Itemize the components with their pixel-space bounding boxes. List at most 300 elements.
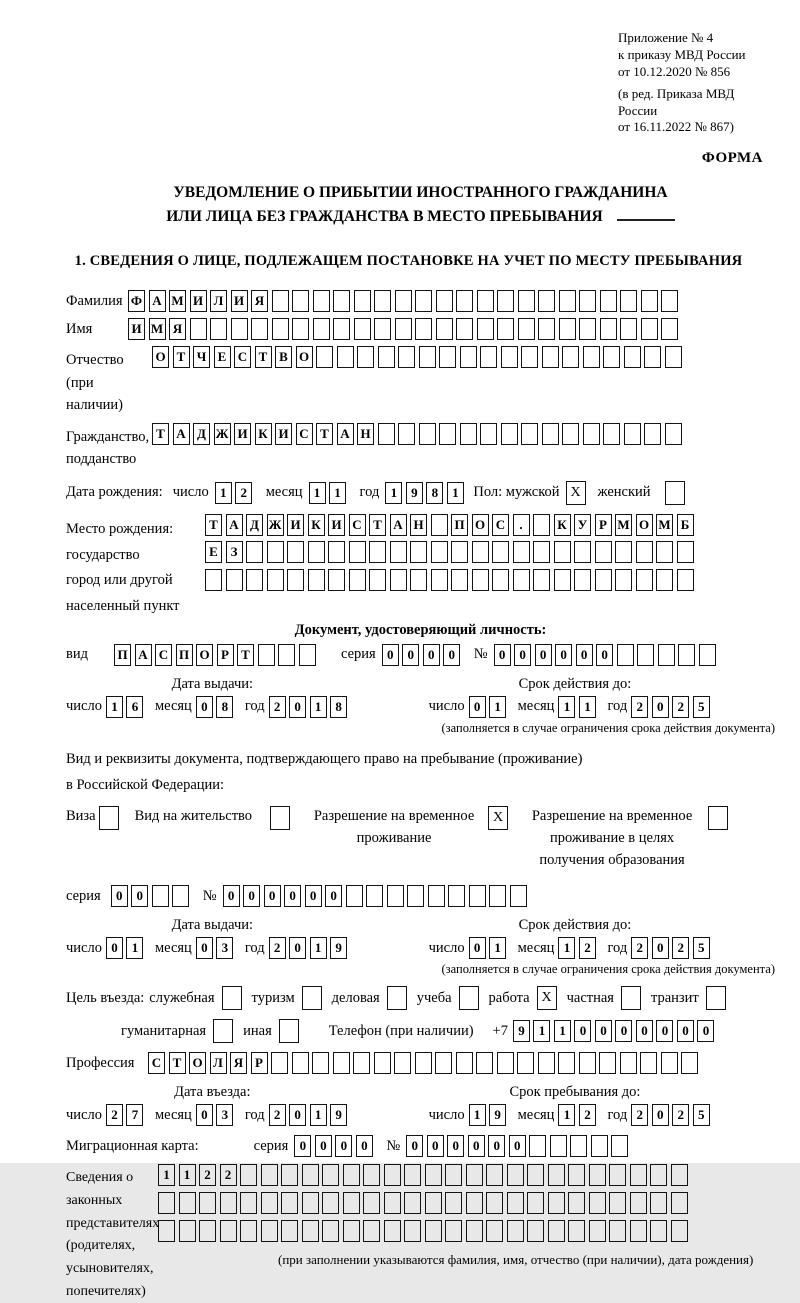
char-box[interactable]: 0 [677,1020,694,1042]
char-box[interactable] [559,318,576,340]
char-box[interactable]: 3 [216,937,233,959]
char-box[interactable]: Т [237,644,254,666]
char-box[interactable]: 1 [215,482,232,504]
char-box[interactable]: 9 [330,937,347,959]
char-box[interactable] [278,644,295,666]
char-box[interactable]: И [328,514,345,536]
char-box[interactable] [333,290,350,312]
char-box[interactable]: . [513,514,530,536]
char-box[interactable] [501,423,518,445]
char-box[interactable] [415,1052,432,1074]
char-box[interactable] [460,346,477,368]
char-box[interactable] [220,1192,237,1214]
char-box[interactable]: 0 [697,1020,714,1042]
char-box[interactable] [267,569,284,591]
char-box[interactable] [554,569,571,591]
char-box[interactable]: С [155,644,172,666]
char-box[interactable]: К [554,514,571,536]
char-box[interactable] [579,1052,596,1074]
char-box[interactable] [179,1192,196,1214]
char-box[interactable] [568,1192,585,1214]
char-box[interactable] [513,541,530,563]
char-box[interactable] [349,541,366,563]
char-box[interactable]: С [492,514,509,536]
char-box[interactable] [226,569,243,591]
char-box[interactable] [328,541,345,563]
char-box[interactable] [570,1135,587,1157]
char-box[interactable] [644,423,661,445]
char-box[interactable] [477,318,494,340]
char-box[interactable] [620,1052,637,1074]
char-box[interactable] [574,569,591,591]
char-box[interactable]: 0 [243,885,260,907]
char-box[interactable]: Т [369,514,386,536]
char-box[interactable] [410,541,427,563]
char-box[interactable] [407,885,424,907]
char-box[interactable] [583,423,600,445]
char-box[interactable] [390,541,407,563]
char-box[interactable] [343,1164,360,1186]
char-box[interactable] [451,569,468,591]
char-box[interactable] [595,569,612,591]
char-box[interactable]: Т [173,346,190,368]
char-box[interactable] [246,541,263,563]
char-box[interactable] [665,346,682,368]
char-box[interactable]: О [152,346,169,368]
char-box[interactable]: Н [357,423,374,445]
char-box[interactable] [261,1164,278,1186]
char-box[interactable] [436,318,453,340]
char-box[interactable]: 1 [469,1104,486,1126]
char-box[interactable]: П [114,644,131,666]
char-box[interactable] [378,346,395,368]
char-box[interactable]: 2 [672,937,689,959]
char-box[interactable] [486,1220,503,1242]
char-box[interactable] [292,1052,309,1074]
char-box[interactable]: 1 [489,937,506,959]
char-box[interactable]: С [148,1052,165,1074]
purpose-other-checkbox[interactable] [279,1019,299,1043]
char-box[interactable] [271,1052,288,1074]
char-box[interactable] [240,1164,257,1186]
char-box[interactable] [240,1220,257,1242]
char-box[interactable]: 2 [106,1104,123,1126]
char-box[interactable] [527,1220,544,1242]
char-box[interactable]: Т [152,423,169,445]
char-box[interactable] [497,1052,514,1074]
char-box[interactable]: 0 [264,885,281,907]
char-box[interactable] [281,1164,298,1186]
char-box[interactable]: М [656,514,673,536]
char-box[interactable] [179,1220,196,1242]
char-box[interactable]: 9 [406,482,423,504]
char-box[interactable]: 0 [289,696,306,718]
char-box[interactable]: Т [205,514,222,536]
char-box[interactable]: В [275,346,292,368]
char-box[interactable] [384,1164,401,1186]
char-box[interactable] [366,885,383,907]
char-box[interactable] [398,423,415,445]
char-box[interactable] [658,644,675,666]
char-box[interactable]: 0 [469,937,486,959]
char-box[interactable] [589,1220,606,1242]
char-box[interactable]: 0 [468,1135,485,1157]
char-box[interactable] [363,1164,380,1186]
char-box[interactable] [272,318,289,340]
purpose-humanitarian-checkbox[interactable] [213,1019,233,1043]
char-box[interactable]: 0 [652,696,669,718]
purpose-tourism-checkbox[interactable] [302,986,322,1010]
char-box[interactable]: 2 [269,1104,286,1126]
char-box[interactable]: 5 [693,937,710,959]
char-box[interactable]: 7 [126,1104,143,1126]
char-box[interactable] [337,346,354,368]
char-box[interactable]: О [296,346,313,368]
char-box[interactable]: 8 [426,482,443,504]
char-box[interactable]: 5 [693,1104,710,1126]
char-box[interactable]: 1 [309,482,326,504]
char-box[interactable] [272,290,289,312]
char-box[interactable]: А [226,514,243,536]
char-box[interactable]: Р [217,644,234,666]
char-box[interactable] [677,541,694,563]
char-box[interactable] [436,290,453,312]
char-box[interactable] [343,1220,360,1242]
char-box[interactable] [650,1220,667,1242]
char-box[interactable] [369,569,386,591]
char-box[interactable] [492,569,509,591]
char-box[interactable] [205,569,222,591]
char-box[interactable] [328,569,345,591]
char-box[interactable]: Е [214,346,231,368]
char-box[interactable] [579,290,596,312]
char-box[interactable] [611,1135,628,1157]
char-box[interactable]: 0 [196,1104,213,1126]
char-box[interactable] [583,346,600,368]
char-box[interactable] [390,569,407,591]
char-box[interactable] [641,290,658,312]
char-box[interactable] [312,1052,329,1074]
char-box[interactable] [477,290,494,312]
char-box[interactable] [354,290,371,312]
char-box[interactable] [637,644,654,666]
char-box[interactable] [497,318,514,340]
char-box[interactable]: 0 [595,1020,612,1042]
char-box[interactable] [246,569,263,591]
char-box[interactable] [665,423,682,445]
char-box[interactable] [152,885,169,907]
char-box[interactable] [404,1192,421,1214]
char-box[interactable] [681,1052,698,1074]
char-box[interactable]: Л [210,290,227,312]
char-box[interactable] [476,1052,493,1074]
char-box[interactable]: 1 [310,1104,327,1126]
char-box[interactable] [404,1220,421,1242]
char-box[interactable] [333,1052,350,1074]
char-box[interactable]: 2 [631,937,648,959]
char-box[interactable]: 0 [315,1135,332,1157]
char-box[interactable] [600,318,617,340]
char-box[interactable]: С [296,423,313,445]
char-box[interactable] [346,885,363,907]
char-box[interactable] [374,290,391,312]
char-box[interactable] [445,1220,462,1242]
char-box[interactable] [538,290,555,312]
char-box[interactable]: 6 [126,696,143,718]
char-box[interactable]: И [231,290,248,312]
char-box[interactable] [343,1192,360,1214]
char-box[interactable] [240,1192,257,1214]
char-box[interactable] [395,318,412,340]
char-box[interactable]: К [308,514,325,536]
char-box[interactable] [615,541,632,563]
char-box[interactable] [529,1135,546,1157]
char-box[interactable] [574,541,591,563]
char-box[interactable]: 0 [652,1104,669,1126]
char-box[interactable]: О [636,514,653,536]
char-box[interactable] [395,290,412,312]
char-box[interactable] [507,1164,524,1186]
char-box[interactable]: 0 [509,1135,526,1157]
char-box[interactable] [548,1220,565,1242]
char-box[interactable] [661,1052,678,1074]
char-box[interactable]: Е [205,541,222,563]
char-box[interactable] [480,346,497,368]
char-box[interactable]: 2 [199,1164,216,1186]
char-box[interactable] [656,541,673,563]
char-box[interactable]: Ж [214,423,231,445]
char-box[interactable] [521,423,538,445]
char-box[interactable] [538,1052,555,1074]
char-box[interactable]: Ф [128,290,145,312]
char-box[interactable] [661,318,678,340]
char-box[interactable] [398,346,415,368]
char-box[interactable]: П [451,514,468,536]
char-box[interactable] [313,290,330,312]
char-box[interactable]: 0 [382,644,399,666]
char-box[interactable] [562,346,579,368]
char-box[interactable] [374,1052,391,1074]
char-box[interactable] [677,569,694,591]
char-box[interactable]: 0 [494,644,511,666]
char-box[interactable]: 2 [631,1104,648,1126]
char-box[interactable] [644,346,661,368]
char-box[interactable] [630,1192,647,1214]
char-box[interactable] [410,569,427,591]
char-box[interactable] [316,346,333,368]
char-box[interactable] [636,569,653,591]
char-box[interactable] [480,423,497,445]
char-box[interactable] [292,290,309,312]
char-box[interactable]: 2 [579,937,596,959]
char-box[interactable] [172,885,189,907]
char-box[interactable]: 2 [220,1164,237,1186]
char-box[interactable] [589,1164,606,1186]
char-box[interactable]: 0 [284,885,301,907]
char-box[interactable] [384,1192,401,1214]
char-box[interactable] [507,1220,524,1242]
char-box[interactable]: 2 [672,696,689,718]
char-box[interactable]: Л [210,1052,227,1074]
char-box[interactable] [428,885,445,907]
char-box[interactable] [313,318,330,340]
char-box[interactable] [322,1220,339,1242]
char-box[interactable] [559,290,576,312]
char-box[interactable] [431,569,448,591]
char-box[interactable]: 1 [558,937,575,959]
char-box[interactable]: 0 [196,937,213,959]
char-box[interactable] [533,541,550,563]
char-box[interactable]: 0 [469,696,486,718]
char-box[interactable]: А [135,644,152,666]
char-box[interactable] [261,1220,278,1242]
char-box[interactable] [609,1220,626,1242]
char-box[interactable]: Н [410,514,427,536]
char-box[interactable] [261,1192,278,1214]
purpose-business-checkbox[interactable] [387,986,407,1010]
char-box[interactable] [650,1192,667,1214]
char-box[interactable] [431,514,448,536]
char-box[interactable] [518,290,535,312]
char-box[interactable]: 2 [579,1104,596,1126]
char-box[interactable]: 0 [294,1135,311,1157]
char-box[interactable] [281,1220,298,1242]
char-box[interactable]: 0 [447,1135,464,1157]
char-box[interactable] [562,423,579,445]
char-box[interactable]: О [189,1052,206,1074]
char-box[interactable] [415,318,432,340]
char-box[interactable]: Р [251,1052,268,1074]
char-box[interactable]: Я [230,1052,247,1074]
char-box[interactable] [599,1052,616,1074]
temp-residence-edu-checkbox[interactable] [708,806,728,830]
char-box[interactable] [287,541,304,563]
purpose-work-checkbox[interactable]: X [537,986,557,1010]
char-box[interactable]: Т [316,423,333,445]
char-box[interactable]: А [173,423,190,445]
char-box[interactable]: А [390,514,407,536]
char-box[interactable] [302,1164,319,1186]
sex-female-checkbox[interactable] [665,481,685,505]
char-box[interactable]: 5 [693,696,710,718]
char-box[interactable] [281,1192,298,1214]
char-box[interactable]: 9 [330,1104,347,1126]
char-box[interactable] [308,569,325,591]
char-box[interactable]: З [226,541,243,563]
char-box[interactable] [661,290,678,312]
char-box[interactable]: Ч [193,346,210,368]
char-box[interactable]: 1 [533,1020,550,1042]
char-box[interactable]: 0 [656,1020,673,1042]
char-box[interactable] [425,1220,442,1242]
sex-male-checkbox[interactable]: X [566,481,586,505]
char-box[interactable] [220,1220,237,1242]
char-box[interactable] [521,346,538,368]
char-box[interactable]: 3 [216,1104,233,1126]
char-box[interactable]: Я [169,318,186,340]
char-box[interactable] [542,346,559,368]
char-box[interactable]: 0 [196,696,213,718]
char-box[interactable] [258,644,275,666]
char-box[interactable]: У [574,514,591,536]
char-box[interactable]: 0 [111,885,128,907]
char-box[interactable]: 0 [223,885,240,907]
char-box[interactable]: А [149,290,166,312]
char-box[interactable]: 0 [131,885,148,907]
char-box[interactable] [595,541,612,563]
char-box[interactable] [542,423,559,445]
char-box[interactable] [231,318,248,340]
char-box[interactable] [404,1164,421,1186]
char-box[interactable]: Т [169,1052,186,1074]
char-box[interactable] [210,318,227,340]
char-box[interactable] [650,1164,667,1186]
char-box[interactable] [322,1164,339,1186]
char-box[interactable] [517,1052,534,1074]
char-box[interactable]: 2 [269,696,286,718]
char-box[interactable] [671,1192,688,1214]
char-box[interactable] [354,318,371,340]
char-box[interactable] [624,423,641,445]
char-box[interactable]: 0 [514,644,531,666]
char-box[interactable]: 1 [489,696,506,718]
char-box[interactable]: 1 [310,696,327,718]
char-box[interactable] [641,318,658,340]
char-box[interactable]: 0 [576,644,593,666]
char-box[interactable]: Р [595,514,612,536]
char-box[interactable] [603,346,620,368]
char-box[interactable] [387,885,404,907]
char-box[interactable] [439,346,456,368]
char-box[interactable] [466,1220,483,1242]
char-box[interactable] [558,1052,575,1074]
char-box[interactable] [190,318,207,340]
purpose-transit-checkbox[interactable] [706,986,726,1010]
char-box[interactable]: 1 [579,696,596,718]
char-box[interactable]: С [234,346,251,368]
char-box[interactable]: 9 [513,1020,530,1042]
char-box[interactable]: К [255,423,272,445]
char-box[interactable] [431,541,448,563]
char-box[interactable] [550,1135,567,1157]
char-box[interactable]: 2 [235,482,252,504]
char-box[interactable]: 0 [402,644,419,666]
char-box[interactable]: 0 [427,1135,444,1157]
char-box[interactable]: 1 [554,1020,571,1042]
char-box[interactable] [636,541,653,563]
char-box[interactable] [363,1192,380,1214]
char-box[interactable] [469,885,486,907]
char-box[interactable]: 1 [447,482,464,504]
char-box[interactable] [678,644,695,666]
char-box[interactable] [374,318,391,340]
char-box[interactable]: 1 [558,696,575,718]
char-box[interactable] [456,290,473,312]
visa-checkbox[interactable] [99,806,119,830]
char-box[interactable] [671,1220,688,1242]
char-box[interactable]: 1 [329,482,346,504]
char-box[interactable]: 0 [289,1104,306,1126]
char-box[interactable] [158,1192,175,1214]
char-box[interactable] [299,644,316,666]
char-box[interactable] [609,1192,626,1214]
char-box[interactable] [600,290,617,312]
char-box[interactable] [486,1164,503,1186]
char-box[interactable] [533,569,550,591]
char-box[interactable] [199,1220,216,1242]
char-box[interactable] [624,346,641,368]
char-box[interactable]: П [176,644,193,666]
